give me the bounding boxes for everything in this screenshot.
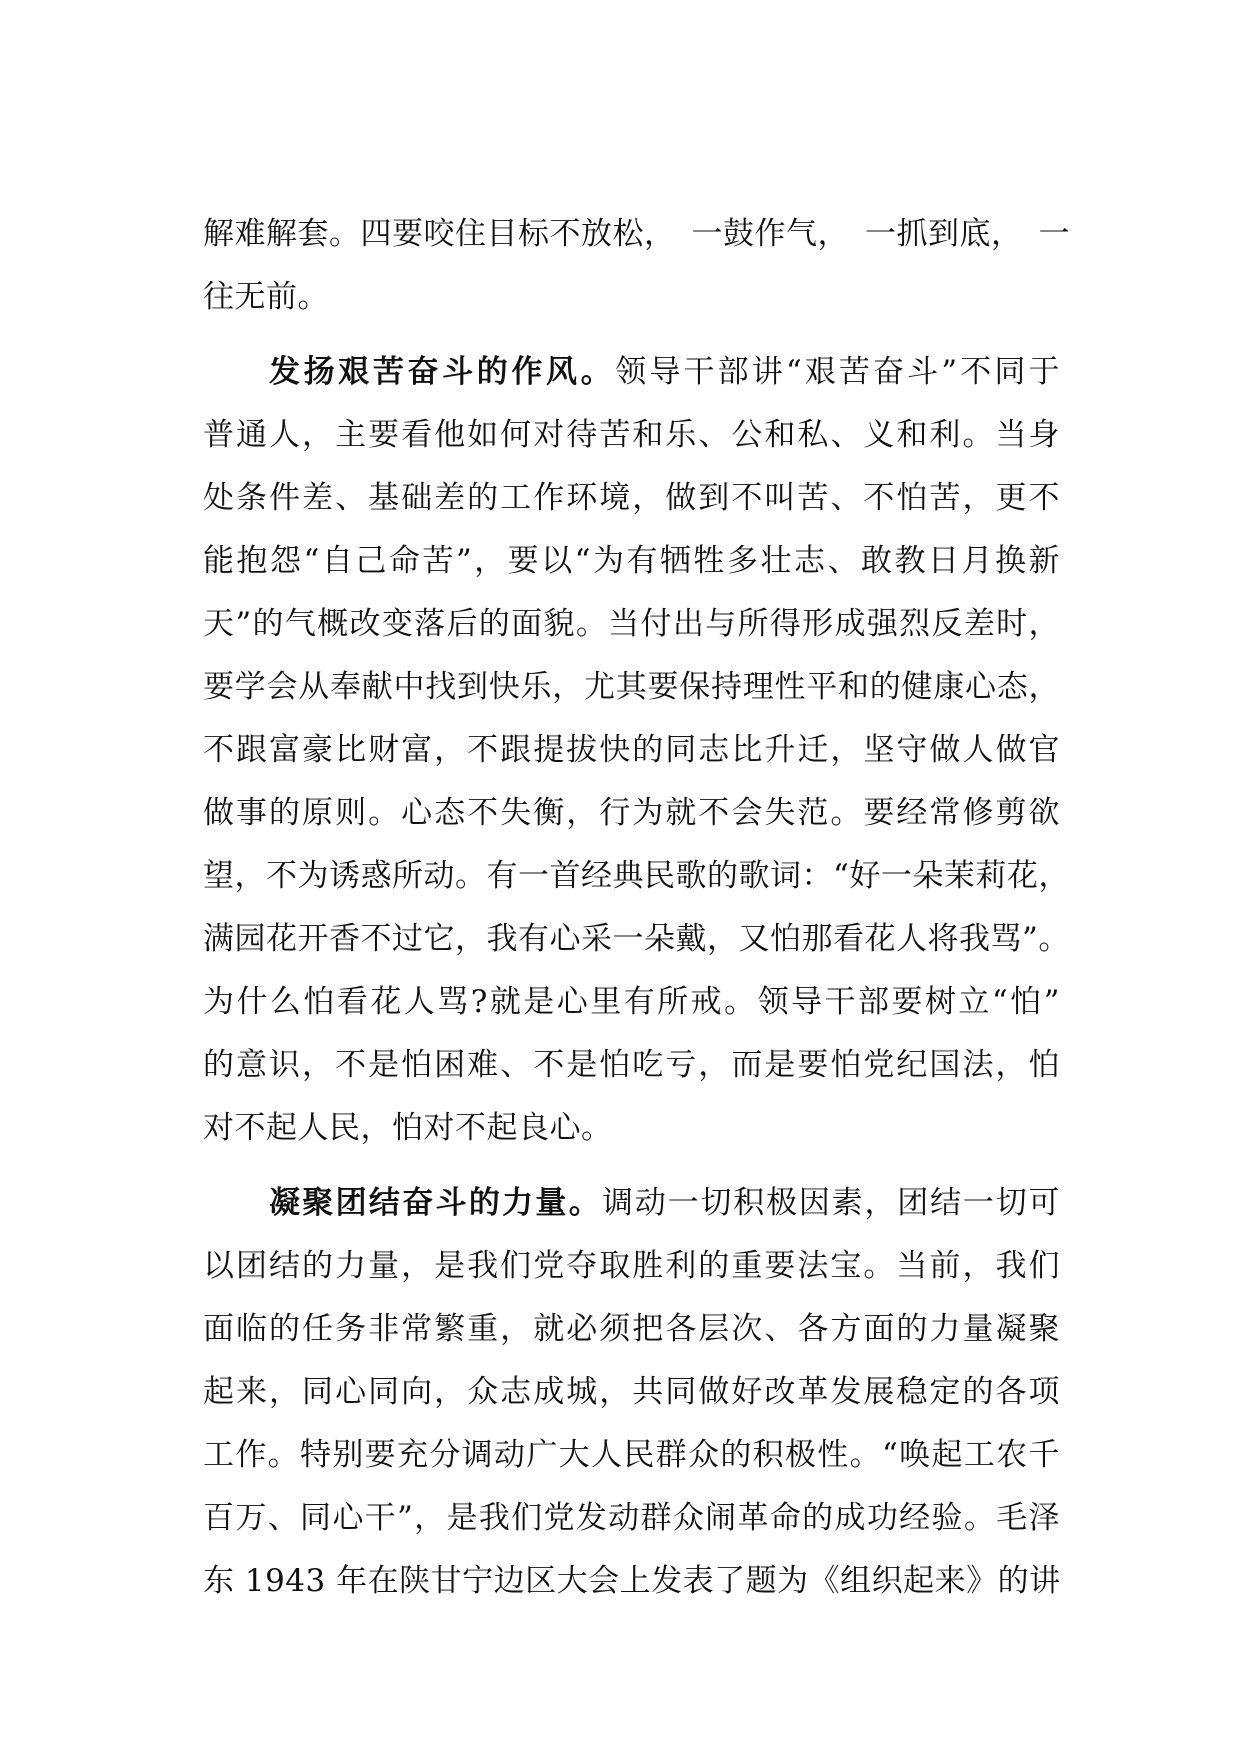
paragraph-unity <box>203 1182 1060 1603</box>
text-line: 处条件差、基础差的工作环境，做到不叫苦、不怕苦，更不 <box>203 480 1060 516</box>
text-line: 工作。特别要充分调动广大人民群众的积极性。“唤起工农千 <box>203 1437 1060 1473</box>
text-line: 不跟富豪比财富，不跟提拔快的同志比升迁，坚守做人做官 <box>203 732 1060 768</box>
text-line: 解难解套。四要咬住目标不放松， 一鼓作气， 一抓到底， 一 <box>203 216 1070 252</box>
text-line: 面临的任务非常繁重，就必须把各层次、各方面的力量凝聚 <box>203 1311 1060 1347</box>
document-body <box>203 213 1070 1623</box>
text-line: 满园花开香不过它，我有心采一朵戴，又怕那看花人将我骂”。 <box>203 921 1070 957</box>
text-line: 能抱怨“自己命苦”，要以“为有牺牲多壮志、敢教日月换新 <box>203 543 1060 579</box>
text-line: 往无前。 <box>203 279 329 315</box>
paragraph-heading: 发扬艰苦奋斗的作风。 <box>269 354 616 390</box>
text-line: 要学会从奉献中找到快乐，尤其要保持理性平和的健康心态， <box>203 669 1060 705</box>
text-line: 普通人，主要看他如何对待苦和乐、公和私、义和利。当身 <box>203 417 1060 453</box>
text-line: 望，不为诱惑所动。有一首经典民歌的歌词：“好一朵茉莉花， <box>203 858 1070 894</box>
text-line: 的意识，不是怕困难、不是怕吃亏，而是要怕党纪国法，怕 <box>203 1047 1060 1083</box>
text-line: 百万、同心干”，是我们党发动群众闹革命的成功经验。毛泽 <box>203 1500 1060 1536</box>
paragraph-continuation <box>203 213 1070 319</box>
paragraph-first-line <box>203 1182 1060 1225</box>
text-line: 对不起人民，怕对不起良心。 <box>203 1110 613 1146</box>
text-line: 做事的原则。心态不失衡，行为就不会失范。要经常修剪欲 <box>203 795 1060 831</box>
text-line: 以团结的力量，是我们党夺取胜利的重要法宝。当前，我们 <box>203 1248 1060 1284</box>
text-line: 东 1943 年在陕甘宁边区大会上发表了题为《组织起来》的讲 <box>203 1563 1061 1599</box>
text-line: 天”的气概改变落后的面貌。当付出与所得形成强烈反差时， <box>203 606 1060 642</box>
paragraph-text: 领导干部讲“艰苦奋斗”不同于 <box>615 354 1060 390</box>
text-line: 起来，同心同向，众志成城，共同做好改革发展稳定的各项 <box>203 1374 1060 1410</box>
paragraph-first-line <box>203 351 1060 394</box>
paragraph-heading: 凝聚团结奋斗的力量。 <box>269 1185 603 1221</box>
paragraph-text: 调动一切积极因素，团结一切可 <box>602 1185 1061 1221</box>
paragraph-hard-work <box>203 351 1070 1150</box>
text-line: 为什么怕看花人骂?就是心里有所戒。领导干部要树立“怕” <box>203 984 1060 1020</box>
